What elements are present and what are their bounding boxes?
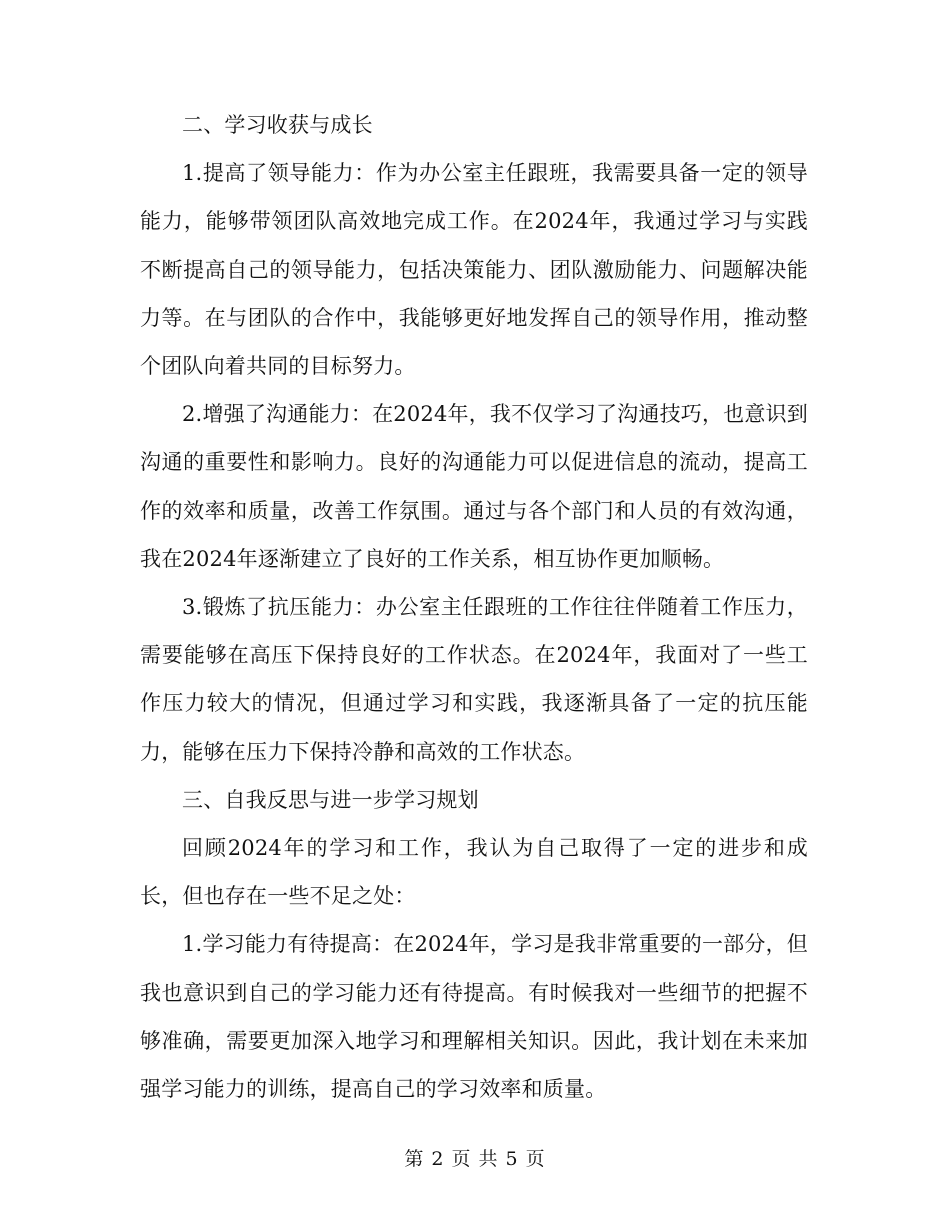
document-body [140, 101, 808, 1113]
paragraph-stress-resistance: 3.锻炼了抗压能力：办公室主任跟班的工作往往伴随着工作压力，需要能够在高压下保持良好的工作状态。在2024年，我面对了一些工作压力较大的情况，但通过学习和实践，我逐渐具备了一定的抗压能力，能够在压力下保持冷静和高效的工作状态。 [140, 595, 808, 764]
paragraph-review: 回顾2024年的学习和工作，我认为自己取得了一定的进步和成长，但也存在一些不足之处： [140, 836, 808, 909]
section-heading-gains: 二、学习收获与成长 [182, 113, 373, 137]
paragraph-learning-ability: 1.学习能力有待提高：在2024年，学习是我非常重要的一部分，但我也意识到自己的学习能力还有待提高。有时候我对一些细节的把握不够准确，需要更加深入地学习和理解相关知识。因此，我计划在未来加强学习能力的训练，提高自己的学习效率和质量。 [140, 932, 808, 1102]
page-number-footer: 第 2 页 共 5 页 [404, 1148, 546, 1170]
paragraph-communication: 2.增强了沟通能力：在2024年，我不仅学习了沟通技巧，也意识到沟通的重要性和影响力。良好的沟通能力可以促进信息的流动，提高工作的效率和质量，改善工作氛围。通过与各个部门和人员的有效沟通，我在2024年逐渐建立了良好的工作关系，相互协作更加顺畅。 [140, 402, 808, 571]
section-heading-reflection: 三、自我反思与进一步学习规划 [182, 787, 479, 812]
paragraph-leadership: 1.提高了领导能力：作为办公室主任跟班，我需要具备一定的领导能力，能够带领团队高效地完成工作。在2024年，我通过学习与实践不断提高自己的领导能力，包括决策能力、团队激励能力、问题解决能力等。在与团队的合作中，我能够更好地发挥自己的领导作用，推动整个团队向着共同的目标努力。 [140, 161, 808, 379]
